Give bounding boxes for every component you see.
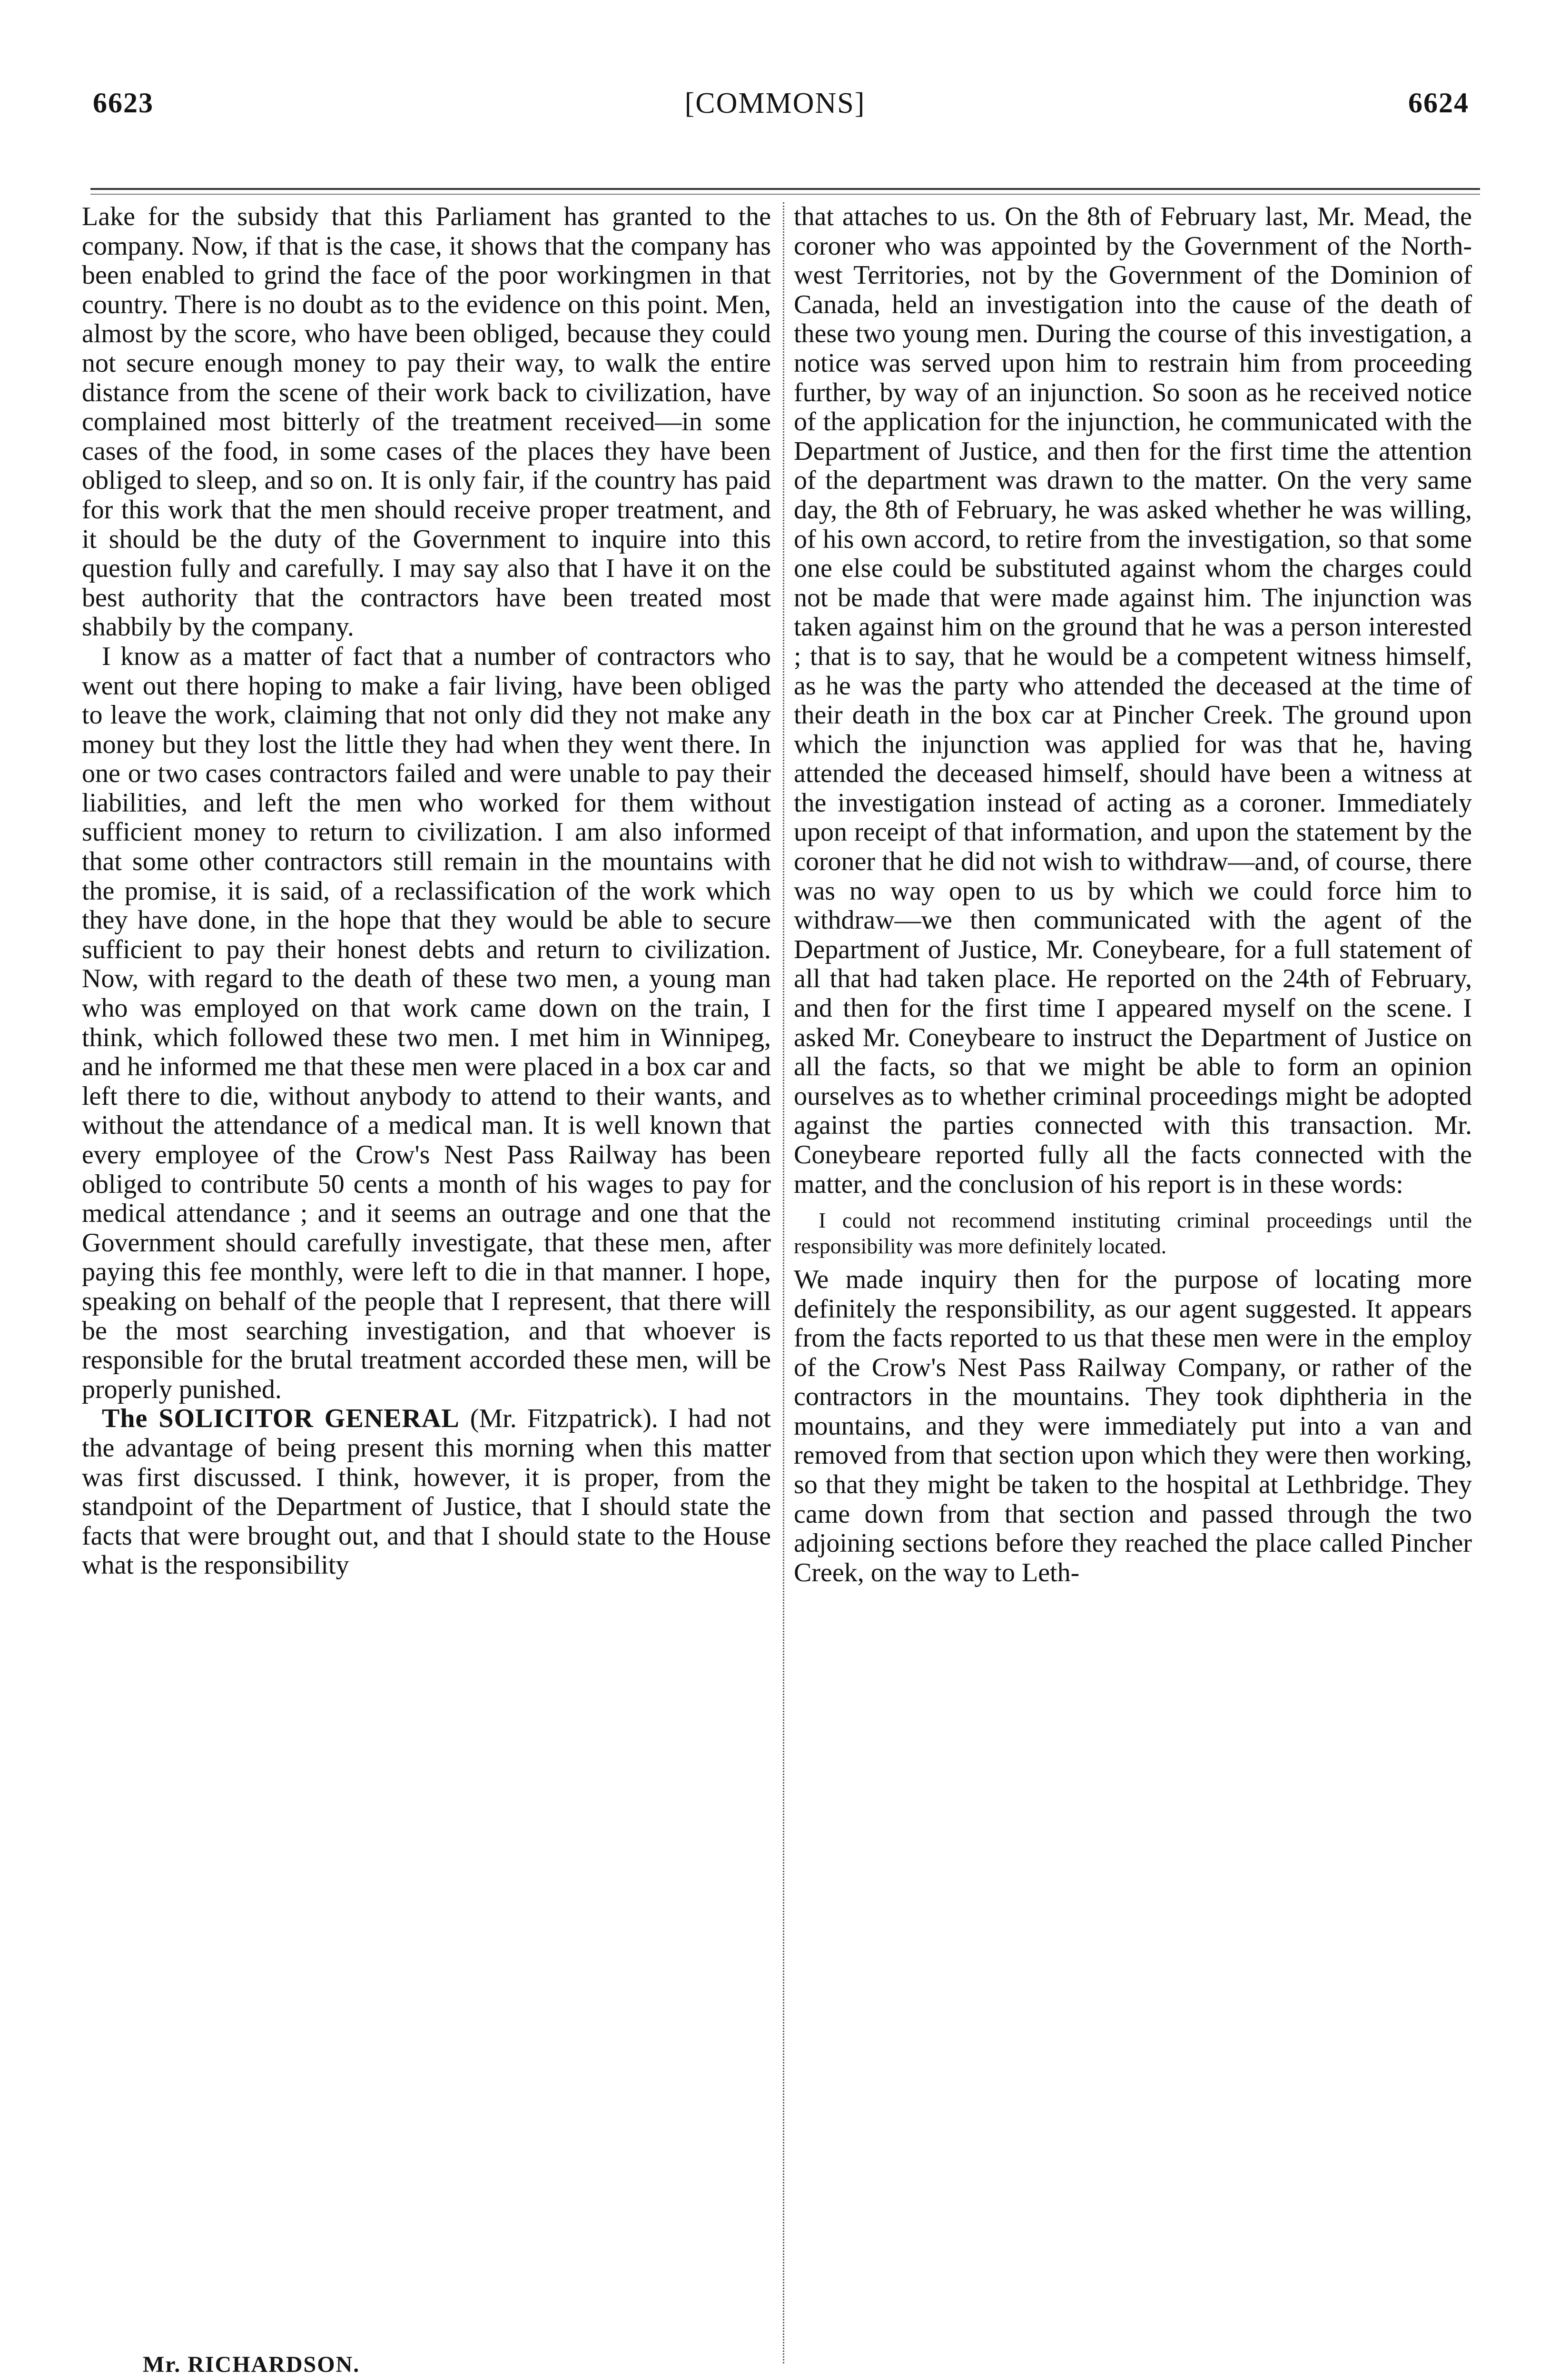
page-title: [COMMONS] xyxy=(684,87,866,119)
right-paragraph-2: We made inquiry then for the purpose of locating more definitely the responsibility, as our agent suggested. It appears from the facts reported to us that these men were in the employ of the Crow's Nest Pass Railway Company, or rather of the contractors in the mountains. They took diphtheria in the mountains, and they were immediately put into a van and removed from that section upon which they were then working, so that they might be taken to the hospital at Lethbridge. They came down from that section and passed through the two adjoining sections before they reached the place called Pincher Creek, on the way to Leth- xyxy=(794,1264,1472,1587)
footer-speaker: Mr. RICHARDSON. xyxy=(143,2352,360,2377)
right-column xyxy=(794,202,1472,1587)
header-rule xyxy=(90,188,1480,195)
left-column xyxy=(82,202,771,1580)
right-paragraph-1: that attaches to us. On the 8th of February last, Mr. Mead, the coroner who was appointed by the Government of the North-west Territories, not by the Government of the Dominion of Canada, held an investigation into the cause of the death of these two young men. During the course of this investigation, a notice was served upon him to restrain him from proceeding further, by way of an injunction. So soon as he received notice of the application for the injunction, he communicated with the Department of Justice, and then for the first time the attention of the department was drawn to the matter. On the very same day, the 8th of February, he was asked whether he was willing, of his own accord, to retire from the investigation, so that some one else could be substituted against whom the charges could not be made that were made against him. The injunction was taken against him on the ground that he was a person interested ; that is to say, that he would be a competent witness himself, as he was the party who attended the deceased at the time of their death in the box car at Pincher Creek. The ground upon which the injunction was applied for was that he, having attended the deceased himself, should have been a witness at the investigation instead of acting as a coroner. Immediately upon receipt of that information, and upon the statement by the coroner that he did not wish to withdraw—and, of course, there was no way open to us by which we could force him to withdraw—we then communicated with the agent of the Department of Justice, Mr. Coneybeare, for a full statement of all that had taken place. He reported on the 24th of February, and then for the first time I appeared myself on the scene. I asked Mr. Coneybeare to instruct the Department of Justice on all the facts, so that we might be able to form an opinion ourselves as to whether criminal proceedings might be adopted against the parties connected with this transaction. Mr. Coneybeare reported fully all the facts connected with the matter, and the conclusion of his report is in these words: xyxy=(794,202,1472,1199)
block-quote: I could not recommend instituting criminal proceedings until the responsibility was more definitely located. xyxy=(794,1208,1472,1258)
speaker-name: The SOLICITOR GENERAL xyxy=(102,1404,460,1434)
left-paragraph-2: I know as a matter of fact that a number of contractors who went out there hoping to make a fair living, have been obliged to leave the work, claiming that not only did they not make any money but they lost the little they had when they went there. In one or two cases contractors failed and were unable to pay their liabilities, and left the men who worked for them without sufficient money to return to civilization. I am also informed that some other contractors still remain in the mountains with the promise, it is said, of a reclassification of the work which they have done, in the hope that they would be able to secure sufficient to pay their honest debts and return to civilization. Now, with regard to the death of these two men, a young man who was employed on that work came down on the train, I think, which followed these two men. I met him in Winnipeg, and he informed me that these men were placed in a box car and left there to die, without anybody to attend to their wants, and without the attendance of a medical man. It is well known that every employee of the Crow's Nest Pass Railway has been obliged to contribute 50 cents a month of his wages to pay for medical attendance ; and it seems an outrage and one that the Government should carefully investigate, that these men, after paying this fee monthly, were left to die in that manner. I hope, speaking on behalf of the people that I represent, that there will be the most searching investigation, and that whoever is responsible for the brutal treatment accorded these men, will be properly punished. xyxy=(82,641,771,1404)
speech-text: (Mr. Fitzpatrick). I had not the advantage of being present this morning when this matter was first discussed. I think, however, it is proper, from the standpoint of the Department of Justice, that I should state the facts that were brought out, and that I should state to the House what is the responsibility xyxy=(82,1404,771,1580)
column-divider xyxy=(783,202,784,2363)
left-paragraph-1: Lake for the subsidy that this Parliament has granted to the company. Now, if that is the case, it shows that the company has been enabled to grind the face of the poor workingmen in that country. There is no doubt as to the evidence on this point. Men, almost by the score, who have been obliged, because they could not secure enough money to pay their way, to walk the entire distance from the scene of their work back to civilization, have complained most bitterly of the treatment received—in some cases of the food, in some cases of the places they have been obliged to sleep, and so on. It is only fair, if the country has paid for this work that the men should receive proper treatment, and it should be the duty of the Government to inquire into this question fully and carefully. I may say also that I have it on the best authority that the contractors have been treated most shabbily by the company. xyxy=(82,202,771,642)
page-number-right: 6624 xyxy=(1408,87,1469,119)
left-paragraph-3 xyxy=(82,1404,771,1580)
page-number-left: 6623 xyxy=(93,87,154,119)
